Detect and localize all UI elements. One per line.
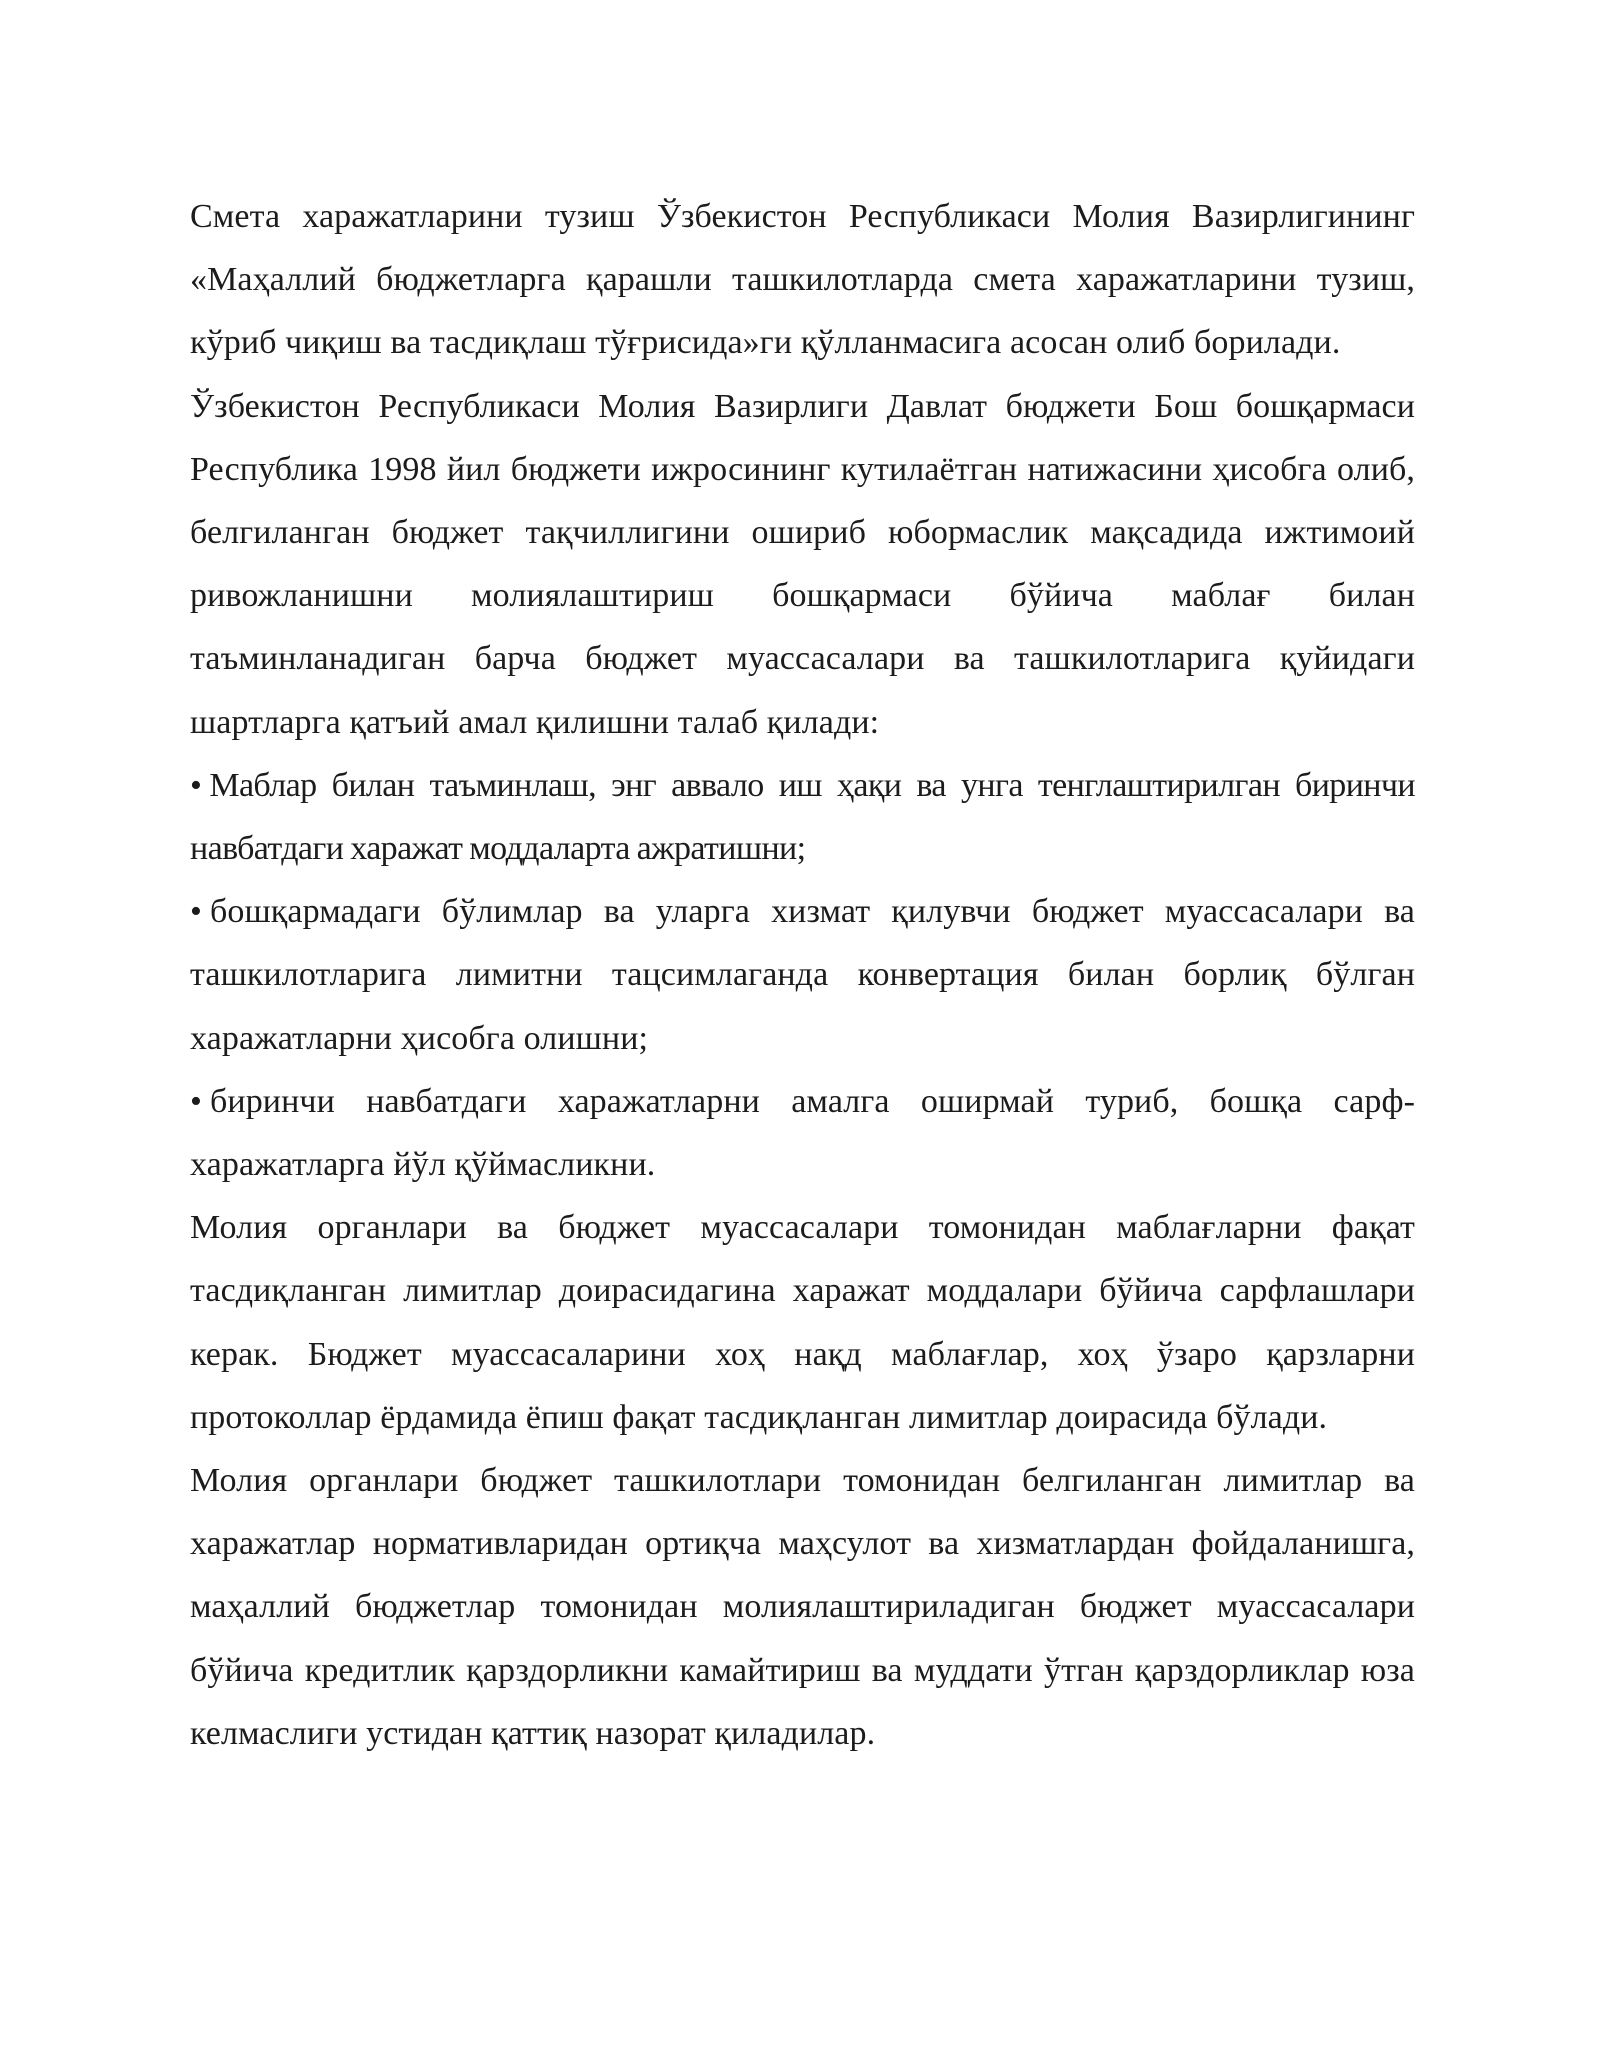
document-body [190,185,1415,1765]
paragraph-smeta-intro: Смета харажатларини тузиш Ўзбекистон Республикаси Молия Вазирлигининг «Маҳаллий бюджетларга қарашли ташкилотларда смета харажатларини тузиш, кўриб чиқиш ва тасдиқлаш тўғрисида»ги қўлланмасига асосан олиб борилади. [190,198,1415,362]
bullet-text: биринчи навбатдаги харажатларни амалга оширмай туриб, бошқа сарф-харажатларга йўл қўймасликни. [190,1082,1415,1184]
bullet-marker: • [190,1082,203,1120]
bullet-marker: • [190,766,202,804]
bullet-item-priority-expenses [190,1070,1415,1196]
bullet-item-funding [190,754,1415,880]
bullet-text: бошқармадаги бўлимлар ва уларга хизмат қилувчи бюджет муассасалари ва ташкилотларига лимитни тацсимлаганда конвертация билан борлиқ бўлган харажатларни ҳисобга олишни; [190,893,1415,1057]
paragraph-control: Молия органлари бюджет ташкилотлари томонидан белгиланган лимитлар ва харажатлар нормативларидан ортиқча маҳсулот ва хизматлардан фойдаланишга, маҳаллий бюджетлар томонидан молиялаштириладиган бюджет муассасалари бўйича кредитлик қарздорликни камайтириш ва муддати ўтган қарздорликлар юза келмаслиги устидан қаттиқ назорат қиладилар. [190,1462,1415,1752]
paragraph-ministry-requirements: Ўзбекистон Республикаси Молия Вазирлиги Давлат бюджети Бош бошқармаси Республика 1998 йил бюджети ижросининг кутилаётган натижасини ҳисобга олиб, белгиланган бюджет тақчиллигини ошириб юбормаслик мақсадида ижтимоий ривожланишни молиялаштириш бошқармаси бўйича маблағ билан таъминланадиган барча бюджет муассасалари ва ташкилотларига қуйидаги шартларга қатъий амал қилишни талаб қилади: [190,387,1415,741]
bullet-text: Маблар билан таъминлаш, энг аввало иш ҳақи ва унга тенглаштирилган биринчи навбатдаги харажат моддаларта ажратишни; [190,766,1415,868]
bullet-marker: • [190,893,203,931]
paragraph-approved-limits: Молия органлари ва бюджет муассасалари томонидан маблағларни фақат тасдиқланган лимитлар доирасидагина харажат моддалари бўйича сарфлашлари керак. Бюджет муассасаларини хоҳ нақд маблағлар, хоҳ ўзаро қарзларни протоколлар ёрдамида ёпиш фақат тасдиқланган лимитлар доирасида бўлади. [190,1209,1415,1436]
bullet-item-limits [190,880,1415,1070]
